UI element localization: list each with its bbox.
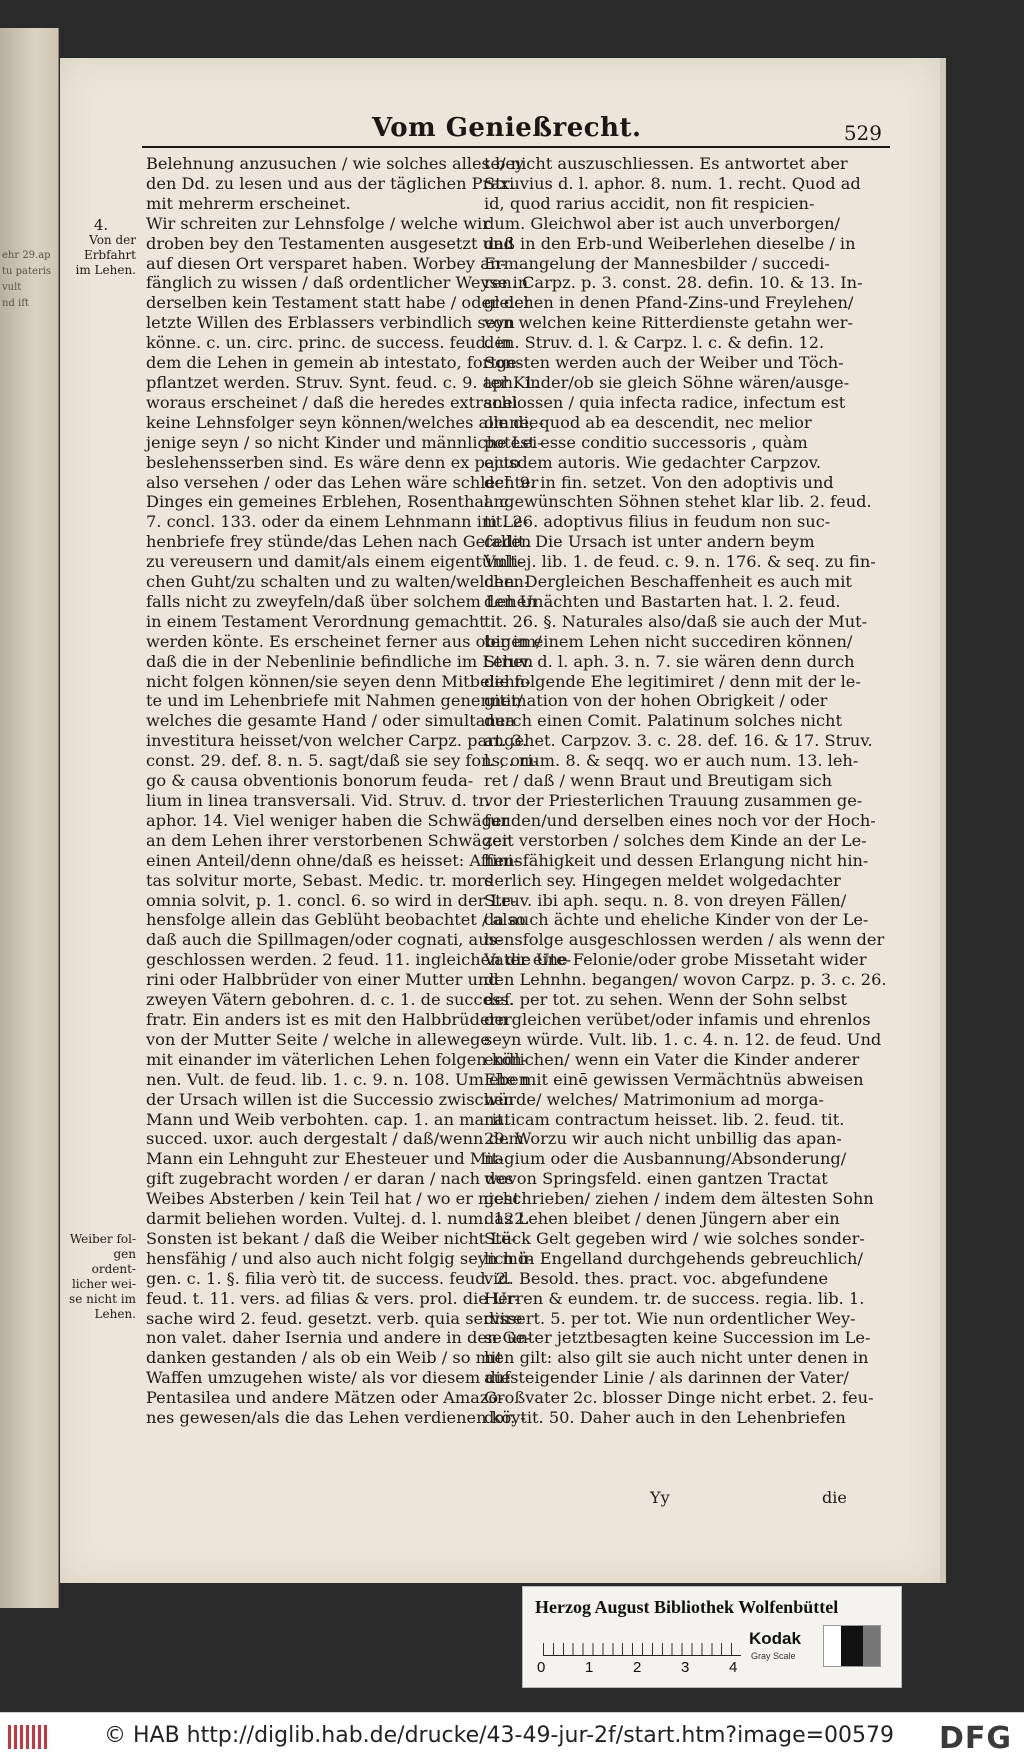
text-line: id, quod rarius accidit, non fit respicien- <box>484 193 815 213</box>
text-line: hen gilt: also gilt sie auch nicht unter denen in <box>484 1348 869 1368</box>
text-line: ejusdem autoris. Wie gedachter Carpzov. <box>484 452 822 472</box>
text-line: falls nicht zu zweyfeln/daß über solchem Lehen <box>146 591 537 611</box>
text-line: hensfolge ausgeschlossen werden / als wenn der <box>484 930 885 950</box>
text-line: droben bey den Testamenten ausgesetzt und <box>146 233 514 253</box>
text-line: def. 9. in fin. setzet. Von den adoptivis und <box>484 472 834 492</box>
margin-note-line: Weiber fol- <box>69 1232 136 1246</box>
text-line: tit. 26. adoptivus filius in feudum non suc- <box>484 512 831 532</box>
text-line: Sonsten werden auch der Weiber und Töch- <box>484 353 844 373</box>
text-line: Wir schreiten zur Lehnsfolge / welche wir <box>146 213 490 233</box>
text-line: omne, quod ab ea descendit, nec melior <box>484 412 812 432</box>
hab-logo-icon <box>8 1725 48 1749</box>
text-line: geschlossen werden. 2 feud. 11. ingleichen die Ute- <box>146 950 572 970</box>
text-line: also versehen / oder das Lehen wäre schlechter <box>146 472 539 492</box>
text-line: feud. t. 11. vers. ad filias & vers. prol. die Ur- <box>146 1288 520 1308</box>
text-line: werden könte. Es erscheinet ferner aus obigem/ <box>146 631 542 651</box>
page-number: 529 <box>843 121 882 145</box>
scale-mark: 3 <box>681 1659 690 1676</box>
text-line: jenige seyn / so nicht Kinder und männliche Lei- <box>146 432 543 452</box>
library-color-card <box>522 1586 902 1688</box>
text-line: funden/und derselben eines noch vor der Hoch- <box>484 810 876 830</box>
text-line: Ehe mit einē gewissen Vermächtnüs abweisen <box>484 1069 864 1089</box>
text-line: die folgende Ehe legitimiret / denn mit der le- <box>484 671 861 691</box>
text-line: von welchen keine Ritterdienste getahn wer- <box>484 313 853 333</box>
scale-mark: 1 <box>585 1659 594 1676</box>
text-line: aphor. 14. Viel weniger haben die Schwäger <box>146 810 510 830</box>
text-line: Vater eine Felonie/oder grobe Missetaht wider <box>484 950 867 970</box>
margin-note-inheritance <box>66 218 136 278</box>
text-line: te/ nicht auszuschliessen. Es antwortet aber <box>484 154 848 173</box>
dfg-logo: DFG <box>938 1721 1012 1756</box>
text-line: zweyen Vätern gebohren. d. c. 1. de success. <box>146 990 514 1010</box>
text-line: Vultej. lib. 1. de feud. c. 9. n. 176. & seq. zu fin- <box>484 552 876 572</box>
text-line: der Ursach willen ist die Successio zwischen <box>146 1089 515 1109</box>
margin-note-line: Erbfahrt <box>83 248 136 262</box>
text-line: dergleichen verübet/oder infamis und ehrenlos <box>484 1009 871 1029</box>
text-line: da auch ächte und eheliche Kinder von der Le- <box>484 910 869 930</box>
margin-note-women <box>66 1232 136 1322</box>
text-line: schlossen / quia infecta radice, infectum est <box>484 392 846 412</box>
text-line: einen Anteil/denn ohne/daß es heisset: Affini- <box>146 850 519 870</box>
text-line: derlich sey. Hingegen meldet wolgedachter <box>484 870 841 890</box>
text-line: 7. concl. 133. oder da einem Lehnmann im Le- <box>146 512 529 532</box>
previous-page-edge <box>0 28 59 1608</box>
text-line: lium in linea transversali. Vid. Struv. d. tr. <box>146 791 490 810</box>
text-line: Belehnung anzusuchen / wie solches alles bey <box>146 154 525 173</box>
text-line: gitimation von der hohen Obrigkeit / oder <box>484 691 828 711</box>
text-line: ren. Carpz. p. 3. const. 28. defin. 10. & 13. In- <box>484 273 863 293</box>
margin-note-line: gen ordent- <box>91 1247 136 1276</box>
text-line: angehet. Carpzov. 3. c. 28. def. 16. & 17. Struv. <box>484 731 873 751</box>
text-line: woraus erscheinet / daß die heredes extranei <box>146 392 518 412</box>
text-line: se unter jetztbesagten keine Succession im Le- <box>484 1328 871 1348</box>
text-line: lich in Engelland durchgehends gebreuchlich/ <box>484 1248 863 1268</box>
text-line: henbriefe frey stünde/das Lehen nach Gefallen <box>146 532 532 552</box>
text-line: daß auch die Spillmagen/oder cognati, aus- <box>146 930 503 950</box>
text-line: nes gewesen/als die das Lehen verdienen köy- <box>146 1408 526 1428</box>
text-line: pflantzet werden. Struv. Synt. feud. c. 9. aph. 1. <box>146 372 539 392</box>
scale-mark: 4 <box>729 1659 738 1676</box>
margin-note-line: Von der <box>89 233 136 247</box>
catchword: die <box>822 1488 847 1507</box>
book-page <box>60 58 946 1583</box>
text-line: fratr. Ein anders ist es mit den Halbbrüdern <box>146 1009 508 1029</box>
left-text-column <box>146 154 572 1428</box>
gray-patch <box>823 1625 881 1667</box>
text-line: vor der Priesterlichen Trauung zusammen ge- <box>484 791 863 810</box>
text-line: potest esse conditio successoris , quàm <box>484 432 808 452</box>
text-line: hensfähig / und also auch nicht folgig seyn mö- <box>146 1248 534 1268</box>
text-line: Weibes Absterben / kein Teil hat / wo er nicht <box>146 1189 520 1209</box>
text-line: auf diesen Ort versparet haben. Worbey an- <box>146 253 506 273</box>
text-line: ter Kinder/ob sie gleich Söhne wären/ausge- <box>484 372 850 392</box>
text-line: danken gestanden / als ob ein Weib / so mit <box>146 1348 503 1368</box>
text-line: const. 29. def. 8. n. 5. sagt/daß sie sey fons, ori- <box>146 751 539 771</box>
text-line: den Lehnhn. begangen/ wovon Carpz. p. 3. c. 26. <box>484 970 887 990</box>
text-line: te und im Lehenbriefe mit Nahmen genennet/ <box>146 691 523 711</box>
margin-note-line: im Lehen. <box>75 263 136 277</box>
text-line: angewünschten Söhnen stehet klar lib. 2. feud. <box>484 492 872 512</box>
text-line: rini oder Halbbrüder von einer Mutter und <box>146 970 499 990</box>
text-line: Waffen umzugehen wiste/ als vor diesem die <box>146 1368 511 1388</box>
margin-note-number: 4. <box>93 216 109 234</box>
text-line: cedit. Die Ursach ist unter andern beym <box>484 532 815 552</box>
text-line: keine Lehnsfolger seyn können/welches alle die- <box>146 412 544 432</box>
text-line: endlichen/ wenn ein Vater die Kinder anderer <box>484 1049 860 1069</box>
text-line: investitura heisset/von welcher Carpz. part. 3. <box>146 731 528 751</box>
prev-page-fragment: vult <box>2 282 22 293</box>
text-line: 29. Worzu wir auch nicht unbillig das apan- <box>484 1129 842 1149</box>
text-line: den. Dergleichen Beschaffenheit es auch mit <box>484 572 852 592</box>
text-line: Mann ein Lehnguht zur Ehesteuer und Mit- <box>146 1149 504 1169</box>
text-line: naticam contractum heisset. lib. 2. feud. tit. <box>484 1109 845 1129</box>
text-line: succed. uxor. auch dergestalt / daß/wenn dem <box>146 1129 524 1149</box>
text-line: Stück Gelt gegeben wird / wie solches sonder- <box>484 1228 865 1248</box>
right-text-column <box>484 154 887 1428</box>
text-line: hensfolge allein das Geblüht beobachtet / also <box>146 910 526 930</box>
scale-mark: 2 <box>633 1659 642 1676</box>
text-line: gen. c. 1. §. filia verò tit. de success. feud. 2. <box>146 1268 512 1288</box>
text-line: dem die Lehen in gemein ab intestato, fortge- <box>146 353 523 373</box>
text-line: mit mehrerm erscheinet. <box>146 193 351 213</box>
text-line: Herren & eundem. tr. de success. regia. lib. 1. <box>484 1288 865 1308</box>
text-line: tas solvitur morte, Sebast. Medic. tr. mors <box>146 870 493 890</box>
text-line: Pentasilea und andere Mätzen oder Amazo- <box>146 1388 504 1408</box>
margin-note-line: Lehen. <box>94 1307 136 1321</box>
header-rule <box>142 146 890 148</box>
text-line: non valet. daher Isernia und andere in den Ge- <box>146 1328 531 1348</box>
prev-page-fragment: ehr 29.ap <box>2 250 51 261</box>
text-line: nen. Vult. de feud. lib. 1. c. 9. n. 108. Um eben <box>146 1069 530 1089</box>
text-line: welches die gesamte Hand / oder simultanea <box>146 711 516 731</box>
text-line: daß in den Erb-und Weiberlehen dieselbe / in <box>484 233 856 253</box>
prev-page-fragment: nd ift <box>2 298 29 309</box>
ruler-scale <box>543 1631 741 1656</box>
margin-note-line: licher wei- <box>71 1277 136 1291</box>
text-line: Ermangelung der Mannesbilder / succedi- <box>484 253 830 273</box>
text-line: derselben kein Testament statt habe / oder der <box>146 293 532 313</box>
scale-mark: 0 <box>537 1659 546 1676</box>
text-line: Dinges ein gemeines Erblehen, Rosenthal. c. <box>146 492 514 512</box>
text-line: den. Struv. d. l. & Carpz. l. c. & defin. 12. <box>484 333 825 353</box>
text-line: den Unächten und Bastarten hat. l. 2. feud. <box>484 591 841 611</box>
text-line: Struv. ibi aph. sequ. n. 8. von dreyen Fällen/ <box>484 890 847 910</box>
text-line: gleichen in denen Pfand-Zins-und Freylehen/ <box>484 293 854 313</box>
text-line: Großvater 2c. blosser Dinge nicht erbet. 2. feu- <box>484 1388 874 1408</box>
text-line: Sonsten ist bekant / daß die Weiber nicht Le- <box>146 1228 517 1248</box>
text-line: vid. Besold. thes. pract. voc. abgefundene <box>484 1268 829 1288</box>
text-line: daß die in der Nebenlinie befindliche im Lehen <box>146 651 534 671</box>
text-line: mit einander im väterlichen Lehen folgen kön- <box>146 1049 528 1069</box>
text-line: fänglich zu wissen / daß ordentlicher Weyse in <box>146 273 529 293</box>
text-line: go & causa obventionis bonorum feuda- <box>146 771 474 791</box>
text-line: omnia solvit, p. 1. concl. 6. so wird in der Le- <box>146 890 517 910</box>
library-name: Herzog August Bibliothek Wolfenbüttel <box>535 1597 839 1617</box>
signature-mark: Yy <box>650 1488 670 1507</box>
text-line: aufsteigender Linie / als darinnen der Vater/ <box>484 1368 849 1388</box>
text-line: Struvius d. l. aphor. 8. num. 1. recht. Quod ad <box>484 173 861 193</box>
text-line: könne. c. un. circ. princ. de success. feud. in <box>146 333 512 353</box>
text-line: zu vereusern und damit/als einem eigentümli- <box>146 552 524 572</box>
kodak-brand: Kodak <box>749 1629 801 1648</box>
gray-scale-label: Gray Scale <box>751 1651 796 1661</box>
text-line: den Dd. zu lesen und aus der täglichen Praxi <box>146 173 515 193</box>
text-line: wovon Springsfeld. einen gantzen Tractat <box>484 1169 828 1189</box>
text-line: ter in einem Lehen nicht succediren können/ <box>484 631 853 651</box>
text-line: beslehensserben sind. Es wäre denn ex pacto <box>146 452 520 472</box>
text-line: darmit beliehen worden. Vultej. d. l. num. 122. <box>146 1209 530 1229</box>
footer-copyright-link[interactable]: © HAB http://diglib.hab.de/drucke/43-49-jur-2f/start.htm?image=00579 <box>104 1723 895 1748</box>
text-line: Struv. d. l. aph. 3. n. 7. sie wären denn durch <box>484 651 855 671</box>
text-line: zeit verstorben / solches dem Kinde an der Le- <box>484 830 867 850</box>
text-line: an dem Lehen ihrer verstorbenen Schwäger <box>146 830 510 850</box>
text-line: Mann und Weib verbohten. cap. 1. an marit. <box>146 1109 509 1129</box>
text-line: nicht folgen können/sie seyen denn Mitbelehn- <box>146 671 531 691</box>
page-header <box>60 113 940 147</box>
text-line: dum. Gleichwol aber ist auch unverborgen/ <box>484 213 841 233</box>
text-line: ret / daß / wenn Braut und Breutigam sich <box>484 771 833 791</box>
text-line: gift zugebracht worden / er daran / nach des <box>146 1169 514 1189</box>
text-line: hensfähigkeit und dessen Erlangung nicht hin- <box>484 850 869 870</box>
text-line: das Lehen bleibet / denen Jüngern aber ein <box>484 1209 840 1229</box>
text-line: l. c. num. 8. & seqq. wo er auch num. 13. leh- <box>484 751 859 771</box>
prev-page-fragment: tu pateris <box>2 266 52 277</box>
text-line: letzte Willen des Erblassers verbindlich seyn <box>146 313 515 333</box>
text-line: von der Mutter Seite / welche in allewege <box>146 1029 490 1049</box>
running-title: Vom Genießrecht. <box>372 113 642 143</box>
text-line: tit. 26. §. Naturales also/daß sie auch der Mut- <box>484 611 868 631</box>
text-line: in einem Testament Verordnung gemacht <box>146 611 486 631</box>
text-line: def. per tot. zu sehen. Wenn der Sohn selbst <box>484 990 848 1010</box>
text-line: dor. tit. 50. Daher auch in den Lehenbriefen <box>484 1408 846 1428</box>
text-line: durch einen Comit. Palatinum solches nicht <box>484 711 842 731</box>
text-line: seyn würde. Vult. lib. 1. c. 4. n. 12. de feud. Und <box>484 1029 882 1049</box>
text-line: geschrieben/ ziehen / indem dem ältesten Sohn <box>484 1189 874 1209</box>
text-line: würde/ welches/ Matrimonium ad morga- <box>484 1089 824 1109</box>
text-line: dissert. 5. per tot. Wie nun ordentlicher Wey- <box>484 1308 856 1328</box>
text-line: chen Guht/zu schalten und zu walten/welchen- <box>146 572 530 592</box>
text-line: sache wird 2. feud. gesetzt. verb. quia servire <box>146 1308 523 1328</box>
footer-bar <box>0 1712 1024 1762</box>
margin-note-line: se nicht im <box>69 1292 136 1306</box>
text-line: nagium oder die Ausbannung/Absonderung/ <box>484 1149 847 1169</box>
